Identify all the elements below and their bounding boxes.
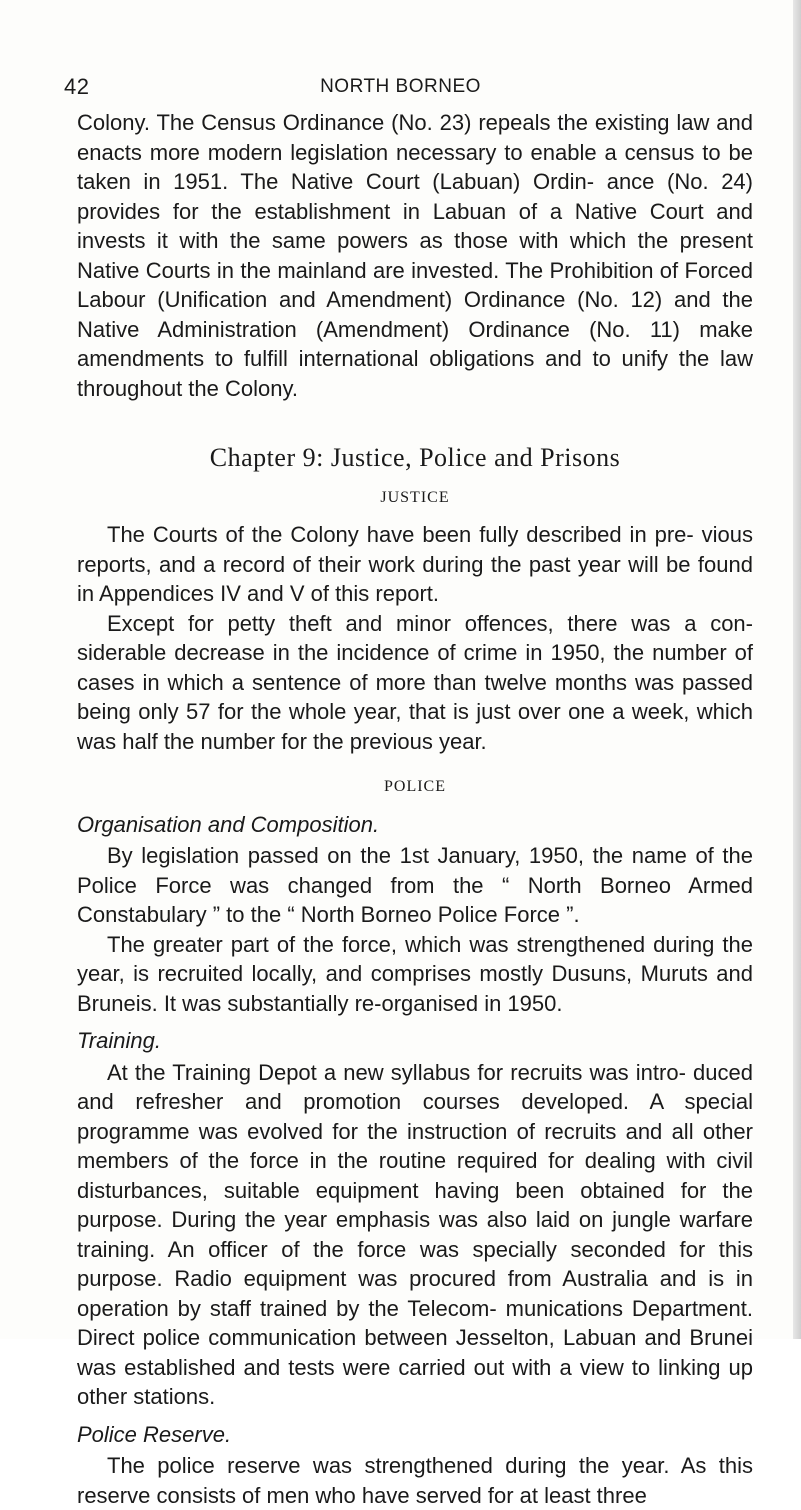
- subheading-organisation: Organisation and Composition.: [77, 811, 380, 837]
- page-header: [0, 74, 801, 108]
- reserve-paragraph-1: The police reserve was strengthened during the year. As this reserve consists of men who have served for at least three: [77, 1453, 753, 1508]
- section-heading-police: POLICE: [384, 778, 446, 795]
- page-edge-shadow: [793, 0, 801, 1339]
- organisation-paragraph-1: By legislation passed on the 1st January, 1950, the name of the Police Force was changed from the “ North Borneo Armed Constabulary ” to the “ North Borneo Police Force ”.: [77, 843, 753, 927]
- subheading-training: Training.: [77, 1028, 161, 1053]
- running-head: NORTH BORNEO: [320, 76, 481, 97]
- organisation-paragraph-2: The greater part of the force, which was strengthened during the year, is recruited locally, and comprises mostly Dusuns, Muruts and Bruneis. It was substantially re-organised in 1950.: [77, 931, 753, 1016]
- subheading-police-reserve: Police Reserve.: [77, 1421, 232, 1447]
- intro-paragraph: Colony. The Census Ordinance (No. 23) repeals the existing law and enacts more modern legislation necessary to enable a census to be taken in 1951. The Native Court (Labuan) Ordin- ance (No. 24) provides for the establishment in Labuan of a Native Court and invests it with the same powers as those with which the present Native Courts in the mainland are invested. The Prohibition of Forced Labour (Unification and Amendment) Ordinance (No. 12) and the Native Administration (Amendment) Ordinance (No. 11) make amendments to fulfill international obligations and to unify the law throughout the Colony.: [77, 110, 753, 401]
- section-heading-justice: JUSTICE: [380, 488, 450, 506]
- page-number: 42: [64, 74, 90, 99]
- chapter-title: Chapter 9: Justice, Police and Prisons: [209, 443, 621, 472]
- justice-paragraph-1: The Courts of the Colony have been fully described in pre- vious reports, and a record of their work during the past year will be found in Appendices IV and V of this report.: [77, 522, 753, 606]
- body-text: [77, 108, 753, 1510]
- training-paragraph-1: At the Training Depot a new syllabus for recruits was intro- duced and refresher and promotion courses developed. A special programme was evolved for the instruction of recruits and all other members of the force in the routine required for dealing with civil disturbances, suitable equipment having been obtained for the purpose. During the year emphasis was also laid on jungle warfare training. An officer of the force was specially seconded for this purpose. Radio equipment was procured from Australia and is in operation by staff trained by the Telecom- munications Department. Direct police communication between Jesselton, Labuan and Brunei was established and tests were carried out with a view to linking up other stations.: [77, 1059, 753, 1409]
- justice-paragraph-2: Except for petty theft and minor offences, there was a con- siderable decrease in the incidence of crime in 1950, the number of cases in which a sentence of more than twelve months was passed being only 57 for the whole year, that is just over one a week, which was half the number for the previous year.: [77, 610, 753, 754]
